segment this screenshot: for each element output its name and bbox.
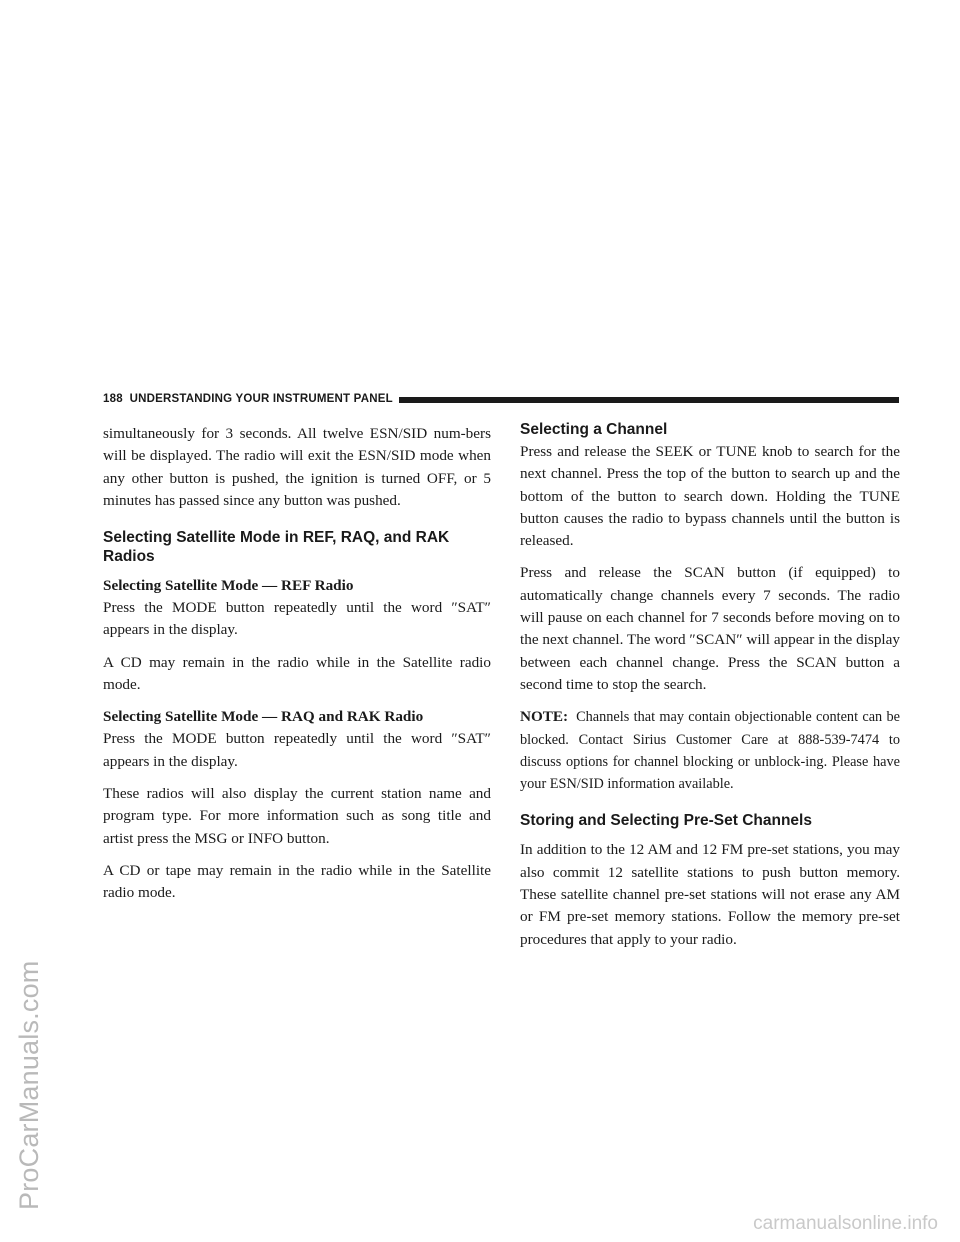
paragraph-with-subhead [103,575,491,642]
paragraph: simultaneously for 3 seconds. All twelve ESN/SID num-bers will be displayed. The radio will exit the ESN/SID mode when any other button is pushed, the ignition is turned OFF, or 5 minutes has passed since any button was pushed. [103,425,491,509]
section-heading: Selecting a Channel [520,421,668,438]
section-heading: Storing and Selecting Pre-Set Channels [520,812,812,830]
note-paragraph [520,706,900,795]
paragraph: These radios will also display the current station name and program type. For more information such as song title and artist press the MSG or INFO button. [103,784,491,847]
subheading: Selecting Satellite Mode — RAQ and RAK Radio [103,708,424,726]
paragraph-text: Press the MODE button repeatedly until the word ″SAT″ appears in the display. [103,599,491,639]
section-heading: Selecting Satellite Mode in REF, RAQ, and RAK Radios [103,529,450,566]
left-column [103,423,491,914]
paragraph: Press and release the SCAN button (if equipped) to automatically change channels every 7 seconds. The radio will pause on each channel for 7 seconds before moving on to the next channel. The word ″SCAN″ will appear in the display between each channel change. Press the SCAN button a second time to stop the search. [520,564,900,693]
paragraph-with-subhead [103,706,491,773]
section-title: UNDERSTANDING YOUR INSTRUMENT PANEL [129,393,393,405]
header-rule [399,397,899,403]
right-column [520,423,900,961]
note-text: Channels that may contain objectionable content can be blocked. Contact Sirius Customer Care at 888-539-7474 to discuss options for channel blocking or unblock-ing. Please have your ESN/SID information available. [520,709,900,793]
footer-watermark-url: carmanualsonline.info [753,1213,938,1234]
page-header [103,388,899,410]
paragraph-text: Press the MODE button repeatedly until the word ″SAT″ appears in the display. [103,730,491,770]
paragraph: A CD may remain in the radio while in the Satellite radio mode. [103,653,491,694]
subheading: Selecting Satellite Mode — REF Radio [103,577,354,595]
paragraph: A CD or tape may remain in the radio while in the Satellite radio mode. [103,861,491,902]
paragraph: In addition to the 12 AM and 12 FM pre-set stations, you may also commit 12 satellite stations to push button memory. These satellite channel pre-set stations will not erase any AM or FM pre-set memory stations. Follow the memory pre-set procedures that apply to your radio. [520,841,900,948]
watermark-vertical: ProCarManuals.com [14,960,44,1210]
paragraph: Press and release the SEEK or TUNE knob to search for the next channel. Press the top of the button to search up and the bottom of the button to search down. Holding the TUNE button causes the radio to bypass channels until the button is released. [520,443,900,550]
page-number: 188 [103,393,123,405]
header-label [103,393,393,405]
note-label: NOTE: [520,708,569,726]
